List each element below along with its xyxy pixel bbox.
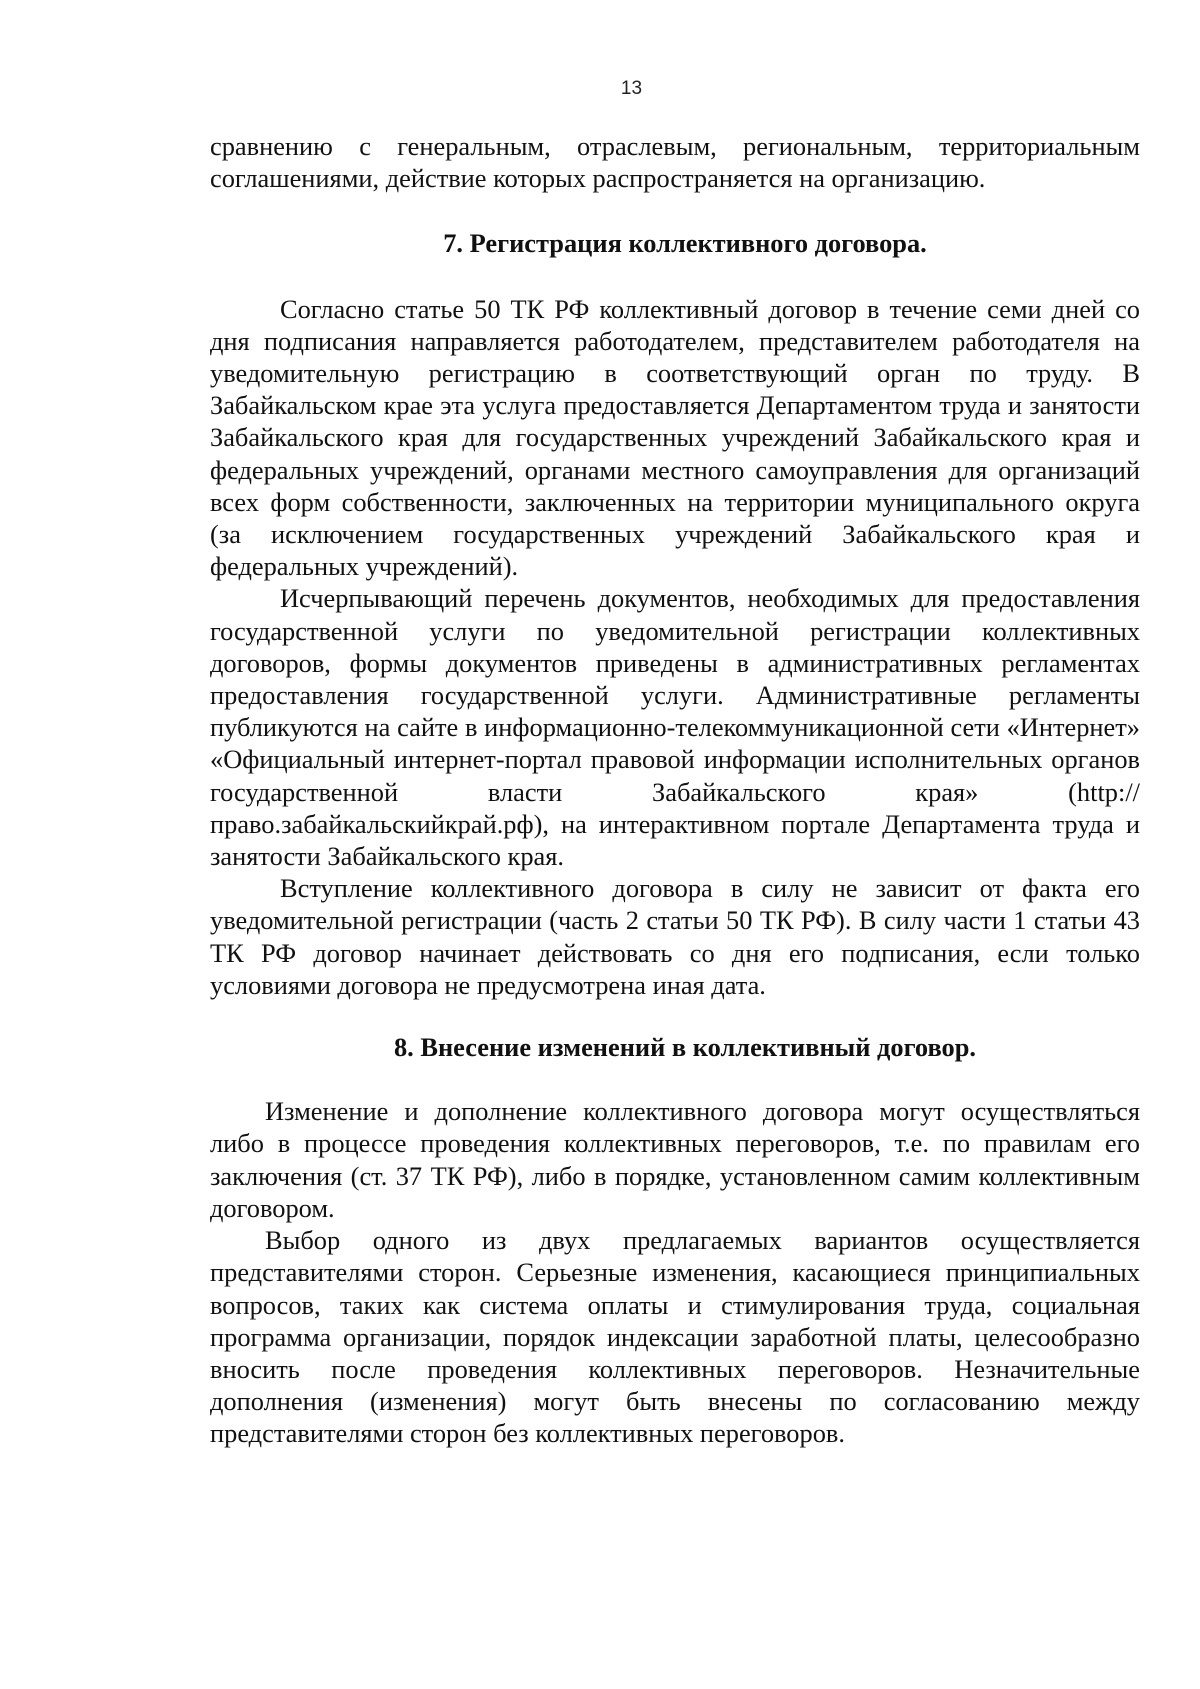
section-7-heading: 7. Регистрация коллективного договора.	[443, 228, 927, 259]
page-number: 13	[620, 78, 643, 99]
section-7-paragraph-1: Согласно статье 50 ТК РФ коллективный договор в течение семи дней со дня подписания направляется работодателем, представителем работодателя на уведомительную регистрацию в соответствующий орган по труду. В Забайкальском крае эта услуга предоставляется Департаментом труда и занятости Забайкальского края для государственных учреждений Забайкальского края и федеральных учреждений, органами местного самоуправления для организаций всех форм собственности, заключенных на территории муниципального округа (за исключением государственных учреждений Забайкальского края и федеральных учреждений).	[210, 293, 1140, 582]
section-8-heading: 8. Внесение изменений в коллективный договор.	[393, 1032, 977, 1063]
section-8-paragraph-2: Выбор одного из двух предлагаемых вариантов осуществляется представителями сторон. Серьезные изменения, касающиеся принципиальных вопросов, таких как система оплаты и стимулирования труда, социальная программа организации, порядок индексации заработной платы, целесообразно вносить после проведения коллективных переговоров. Незначительные дополнения (изменения) могут быть внесены по согласованию между представителями сторон без коллективных переговоров.	[210, 1225, 1140, 1449]
document-body	[210, 130, 1140, 1450]
section-7-paragraph-3: Вступление коллективного договора в силу не зависит от факта его уведомительной регистрации (часть 2 статьи 50 ТК РФ). В силу части 1 статьи 43 ТК РФ договор начинает действовать со дня его подписания, если только условиями договора не предусмотрена иная дата.	[210, 873, 1140, 1000]
section-7-paragraph-2: Исчерпывающий перечень документов, необходимых для предоставления государственной услуги по уведомительной регистрации коллективных договоров, формы документов приведены в административных регламентах предоставления государственной услуги. Административные регламенты публикуются на сайте в информационно-телекоммуникационной сети «Интернет» «Официальный интернет-портал правовой информации исполнительных органов государственной власти Забайкальского края» (http://право.забайкальскийкрай.рф), на интерактивном портале Департамента труда и занятости Забайкальского края.	[210, 583, 1140, 872]
section-8-paragraph-1: Изменение и дополнение коллективного договора могут осуществляться либо в процессе проведения коллективных переговоров, т.е. по правилам его заключения (ст. 37 ТК РФ), либо в порядке, установленном самим коллективным договором.	[210, 1096, 1140, 1223]
intro-paragraph: сравнению с генеральным, отраслевым, региональным, территориальным соглашениями, действие которых распространяется на организацию.	[210, 131, 1140, 194]
